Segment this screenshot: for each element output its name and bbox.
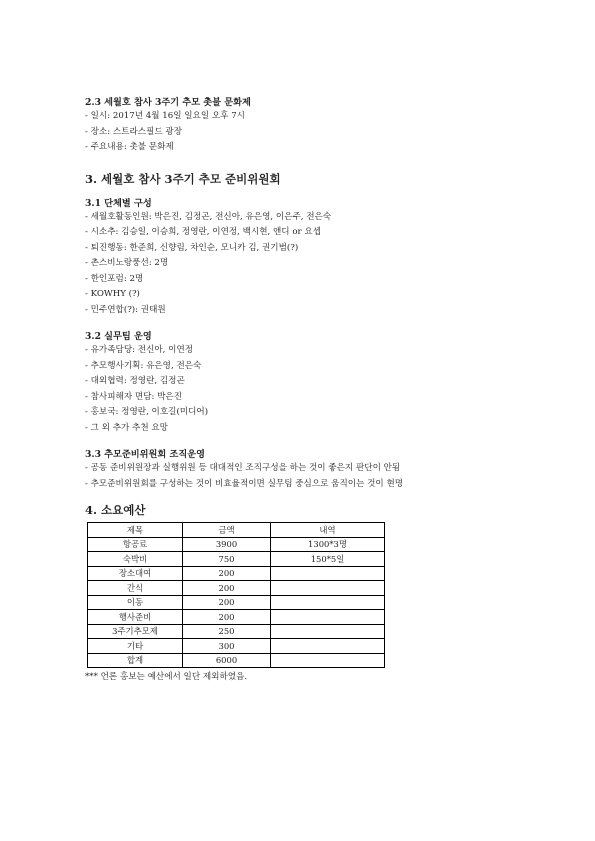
list-item: - 세월호활동인원: 박은진, 김정곤, 전신아, 유은영, 이은주, 전은숙 [85,211,332,222]
list-item: - KOWHY (?) [85,289,140,299]
table-cell [271,566,385,581]
column-header: 금액 [183,523,271,538]
table-cell: 장소대여 [88,566,183,581]
table-row [88,552,385,567]
table-cell [271,595,385,610]
table-cell: 합계 [88,653,183,668]
list-item: - 퇴진행동: 한준희, 신향림, 차인순, 모니카 김, 권기범(?) [85,242,299,253]
table-cell: 항공료 [88,537,183,552]
table-cell [271,624,385,639]
table-row [88,595,385,610]
table-cell: 3주기추모제 [88,624,183,639]
table-cell: 200 [183,566,271,581]
list-item: - 추모행사기획: 유은영, 전은숙 [85,360,202,371]
table-cell [271,639,385,654]
list-item: - 한인포럼: 2명 [85,273,144,284]
list-item: - 공동 준비위원장과 실행위원 등 대대적인 조직구성을 하는 것이 좋은지 판단이 안됨 [85,463,401,473]
document-page [85,96,515,684]
table-cell: 기타 [88,639,183,654]
table-cell: 200 [183,610,271,625]
list-item: - 주요내용: 촛불 문화제 [85,142,174,152]
budget-note: *** 언론 홍보는 예산에서 일단 제외하였음. [85,672,248,682]
section-2-3-heading: 2.3 세월호 참사 3주기 추모 촛불 문화제 [85,97,251,108]
section-3-2-heading: 3.2 실무팀 운영 [85,331,152,342]
section-4-heading: 4. 소요예산 [85,503,146,517]
column-header: 내역 [271,523,385,538]
table-cell: 150*5일 [271,552,385,567]
table-cell: 3900 [183,537,271,552]
table-row [88,537,385,552]
table-row [88,639,385,654]
list-item: - 대외협력: 정영란, 김정곤 [85,376,185,386]
table-cell: 숙박비 [88,552,183,567]
table-cell [271,653,385,668]
table-row [88,581,385,596]
table-cell [271,581,385,596]
table-cell: 간식 [88,581,183,596]
table-cell: 750 [183,552,271,567]
table-cell: 이동 [88,595,183,610]
budget-table [87,522,385,668]
list-item: - 추모준비위원회를 구성하는 것이 비효율적이면 실무팀 중심으로 움직이는 것이 현명 [85,478,404,489]
list-item: - 홍보국: 정영란, 이호길(미디어) [85,407,209,417]
table-cell: 6000 [183,653,271,668]
list-item: - 촌스비노랑풍선: 2명 [85,258,169,268]
table-row [88,624,385,639]
list-item: - 참사피해자 면담: 박은진 [85,391,183,402]
table-cell: 200 [183,581,271,596]
section-3-heading: 3. 세월호 참사 3주기 추모 준비위원회 [85,171,281,186]
list-item: - 그 외 추가 추천 요망 [85,422,168,433]
column-header: 제목 [88,523,183,538]
table-total-row [88,653,385,668]
section-3-1-heading: 3.1 단체별 구성 [85,197,152,209]
table-header-row [88,523,385,538]
table-cell: 행사준비 [88,610,183,625]
list-item: - 시소추: 김승일, 이승희, 정영란, 이연정, 백시현, 앤디 or 요셉 [85,227,321,237]
list-item: - 유가족담당: 전신아, 이연정 [85,345,194,355]
table-cell [271,610,385,625]
table-cell: 300 [183,639,271,654]
list-item: - 장소: 스트라스필드 광장 [85,126,183,137]
table-cell: 1300*3명 [271,537,385,552]
table-cell: 250 [183,624,271,639]
section-3-3-heading: 3.3 추모준비위원회 조직운영 [85,449,206,460]
table-cell: 200 [183,595,271,610]
table-row [88,610,385,625]
table-row [88,566,385,581]
list-item: - 일시: 2017년 4월 16일 일요일 오후 7시 [85,111,245,121]
list-item: - 민주연합(?): 권태원 [85,304,166,315]
